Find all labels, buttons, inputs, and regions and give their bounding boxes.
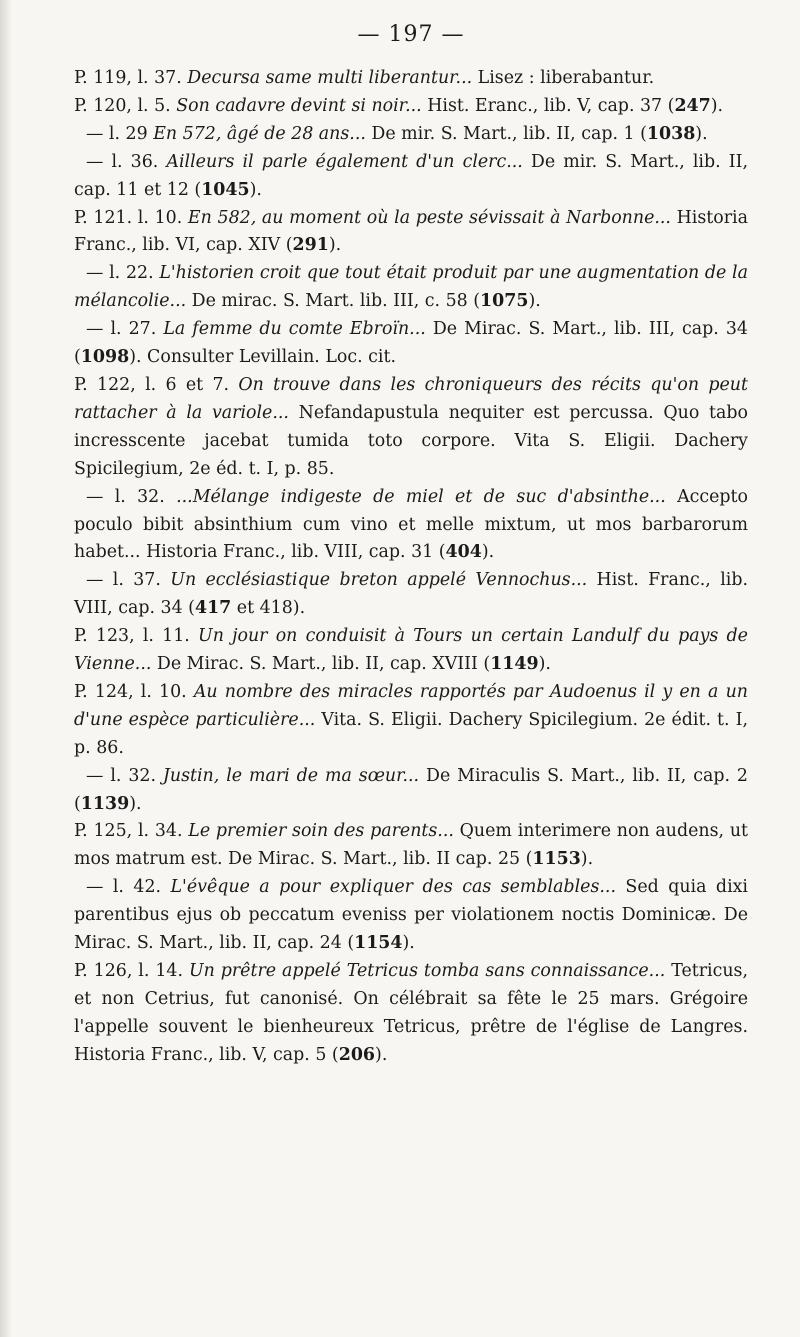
note-reference-text: De Mirac. S. Mart., lib. II, cap. XVIII ( — [151, 654, 491, 675]
note-reference-number: 247 — [674, 95, 711, 116]
note-reference-text: De mir. S. Mart., lib. II, cap. 1 ( — [365, 123, 647, 144]
note-quote: L'historien croit que tout était produit par une augmentation de la mélancolie... — [74, 263, 748, 312]
note-reference-close: ). — [580, 849, 594, 870]
note-locator: — l. 36. — [86, 151, 167, 172]
note-quote: Decursa same multi liberantur... — [187, 68, 473, 88]
note-quote: Un jour on conduisit à Tours un certain Landulf du pays de Vienne... — [74, 626, 748, 675]
note-entry — [74, 763, 748, 819]
note-quote: Ailleurs il parle également d'un clerc... — [166, 151, 523, 172]
notes-list — [74, 65, 748, 1070]
note-reference-number: 1098 — [80, 347, 130, 368]
note-reference-close: ). — [375, 1044, 388, 1065]
note-entry — [74, 316, 748, 372]
note-reference-text: Hist. Eranc., lib. V, cap. 37 ( — [421, 95, 675, 116]
note-reference-text: Lisez : liberabantur. — [472, 68, 655, 88]
page-fold-shadow — [0, 0, 12, 1337]
note-entry — [74, 121, 748, 149]
note-reference-close: ). — [481, 542, 495, 563]
note-reference-text: De Miraculis S. Mart., lib. II, cap. 2 ( — [74, 765, 748, 814]
note-reference-close: ). Consulter Levillain. Loc. cit. — [129, 347, 396, 368]
note-locator: P. 124, l. 10. — [74, 681, 194, 702]
note-locator: P. 125, l. 34. — [74, 821, 189, 842]
note-locator: — l. 32. — [86, 486, 177, 507]
note-entry — [74, 484, 748, 568]
note-reference-number: 1154 — [354, 933, 403, 954]
note-reference-close: ). — [710, 95, 724, 116]
note-locator: P. 122, l. 6 et 7. — [74, 374, 239, 395]
note-reference-number: 1075 — [480, 291, 529, 312]
note-reference-close: ). — [402, 933, 415, 954]
note-quote: La femme du comte Ebroïn... — [163, 319, 426, 340]
note-reference-text: Acceptо poculo bibit absinthium cum vino et melle mixtum, ut mos barbarorum habet... Historia Franc., lib. VIII, cap. 31 ( — [74, 486, 748, 563]
note-entry — [74, 260, 748, 316]
note-reference-text: Historia Franc., lib. VI, cap. XIV ( — [74, 207, 748, 256]
note-reference-text: Quem interimere non audens, ut mos matrum est. De Mirac. S. Mart., lib. II cap. 25 ( — [74, 821, 749, 870]
note-locator: — l. 42. — [86, 877, 171, 898]
note-reference-text: De mir. S. Mart., lib. II, cap. 11 et 12 ( — [74, 151, 748, 200]
note-quote: Au nombre des miracles rapportés par Audoenus il y en a un d'une espèce particulière... — [74, 681, 748, 730]
note-entry — [74, 679, 748, 763]
note-reference-number: 1149 — [490, 654, 539, 675]
note-reference-number: 1038 — [646, 123, 696, 144]
note-locator: P. 120, l. 5. — [74, 95, 177, 116]
note-entry — [74, 958, 748, 1070]
note-locator: P. 119, l. 37. — [74, 68, 188, 88]
note-entry — [74, 818, 748, 874]
note-entry — [74, 567, 748, 623]
note-reference-close: ). — [249, 179, 262, 200]
note-reference-text: De Mirac. S. Mart., lib. III, cap. 34 ( — [74, 319, 748, 368]
note-quote: Le premier soin des parents... — [188, 821, 454, 842]
note-reference-text: Tetricus, et non Cetrius, fut canonisé. On célébrait sa fête le 25 mars. Grégoire l'appelle souvent le bienheureux Tetricus, prêtre de l'église de Langres. Historia Franc., lib. V, cap. 5 ( — [74, 961, 749, 1065]
note-reference-close: ). — [129, 793, 142, 814]
note-quote: En 582, au moment où la peste sévissait à Narbonne... — [187, 207, 671, 228]
note-reference-text: Vita. S. Eligii. Dachery Spicilegium. 2e édit. t. I, p. 86. — [74, 709, 748, 758]
note-reference-close: ). — [538, 654, 551, 675]
note-reference-text: De mirac. S. Mart. lib. III, c. 58 ( — [186, 291, 481, 312]
note-locator: P. 121. l. 10. — [74, 207, 188, 228]
note-quote: ...Mélange indigeste de miel et de suc d'absinthe... — [176, 486, 666, 507]
note-reference-number: 417 — [194, 598, 232, 619]
note-reference-text: Sed quia dixi parentibus ejus ob peccatum eveniss per violationem noctis Dominicæ. De Mirac. S. Mart., lib. II, cap. 24 ( — [74, 877, 748, 954]
note-reference-close: ). — [328, 235, 342, 256]
note-reference-close: et 418). — [231, 598, 306, 619]
note-locator: — l. 29 — [86, 123, 154, 144]
note-locator: — l. 27. — [86, 319, 164, 340]
note-quote: On trouve dans les chroniqueurs des récits qu'on peut rattacher à la variole... — [74, 374, 748, 423]
note-entry — [74, 372, 748, 484]
note-entry — [74, 623, 748, 679]
note-entry — [74, 874, 748, 958]
note-quote: Son cadavre devint si noir... — [176, 95, 422, 116]
note-reference-close: ). — [528, 291, 541, 312]
note-entry — [74, 205, 748, 261]
note-reference-number: 1139 — [80, 793, 130, 814]
note-reference-number: 404 — [445, 542, 482, 563]
note-locator: — l. 22. — [86, 263, 160, 284]
note-locator: — l. 37. — [86, 570, 171, 591]
note-locator: P. 123, l. 11. — [74, 626, 199, 647]
note-reference-number: 1153 — [532, 849, 581, 870]
note-reference-close: ). — [695, 123, 708, 144]
note-entry — [74, 65, 748, 93]
note-reference-number: 206 — [338, 1044, 376, 1065]
note-quote: Un prêtre appelé Tetricus tomba sans connaissance... — [188, 961, 666, 981]
note-quote: En 572, âgé de 28 ans... — [153, 123, 366, 144]
note-reference-text: Nefandapustula nequiter est percussa. Quo tabo incresscente jacebat tumida toto corpore. Vita S. Eligii. Dachery Spicilegium, 2e éd. t. I, p. 85. — [74, 402, 748, 479]
note-quote: Justin, le mari de ma sœur... — [162, 765, 420, 786]
page-number: — 197 — — [357, 22, 465, 47]
note-entry — [74, 93, 748, 121]
note-locator: P. 126, l. 14. — [74, 961, 189, 981]
note-locator: — l. 32. — [86, 765, 163, 786]
note-reference-text: Hist. Franc., lib. VIII, cap. 34 ( — [74, 570, 748, 619]
note-reference-number: 1045 — [201, 179, 250, 200]
note-reference-number: 291 — [292, 235, 329, 256]
note-entry — [74, 149, 748, 205]
note-quote: L'évêque a pour expliquer des cas semblables... — [170, 877, 616, 898]
note-quote: Un ecclésiastique breton appelé Vennochus... — [170, 570, 588, 591]
